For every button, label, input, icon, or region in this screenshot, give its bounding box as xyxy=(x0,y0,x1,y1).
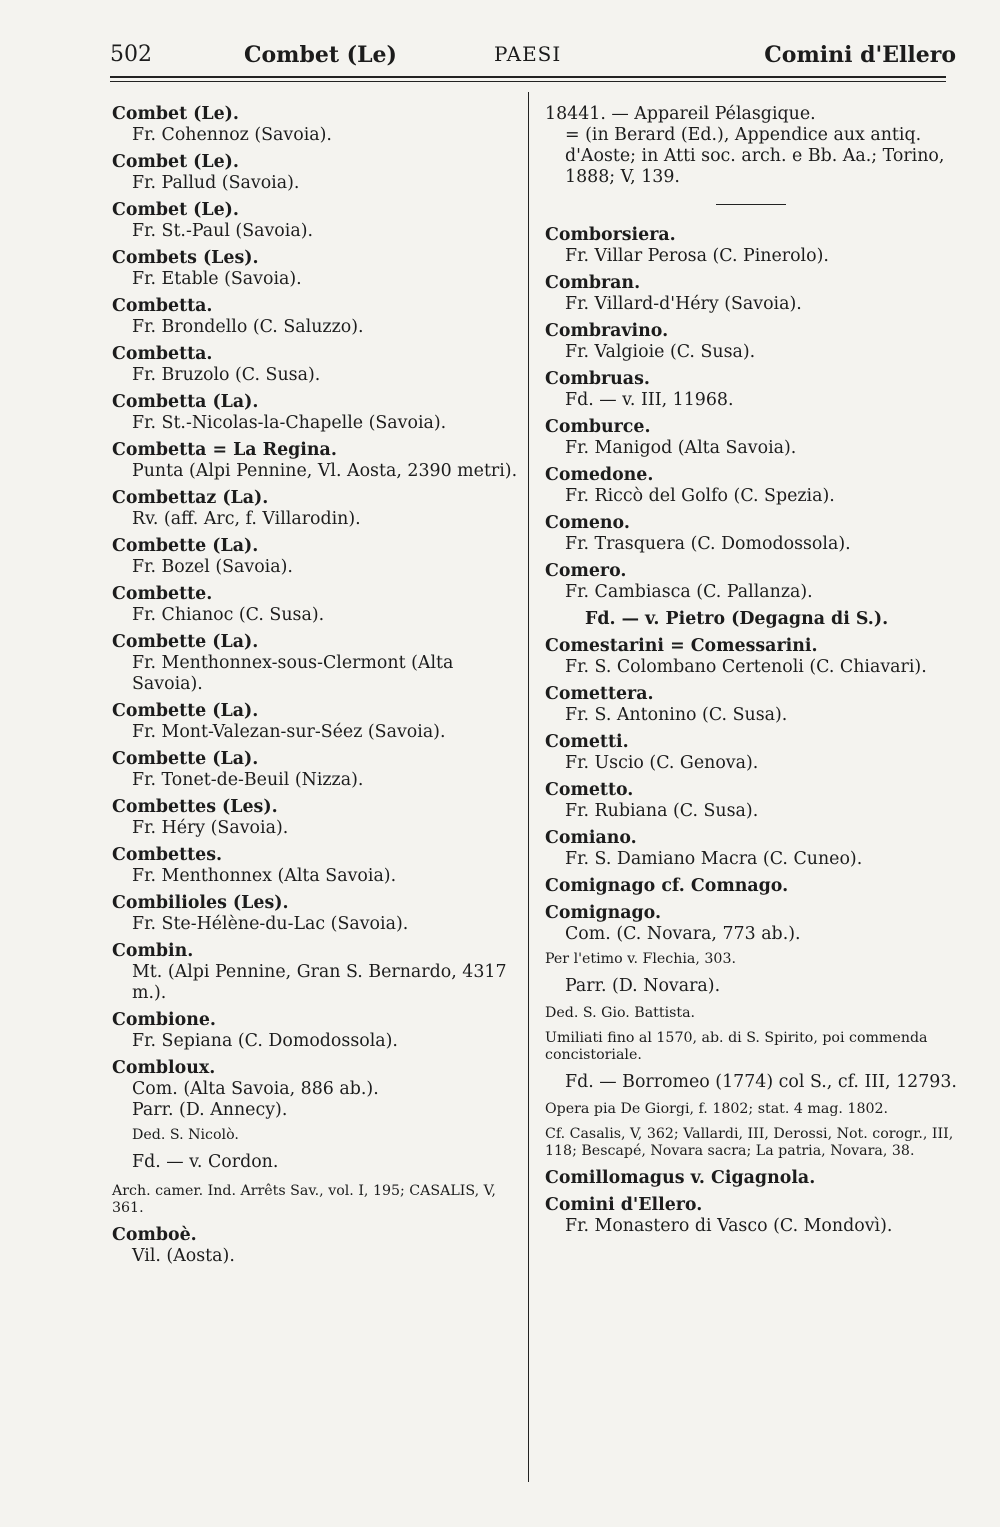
right-entry xyxy=(545,417,957,459)
entry-line: Fr. Mont-Valezan-sur-Séez (Savoia). xyxy=(132,722,446,742)
left-entry xyxy=(112,632,520,695)
entry-heading: Comburce. xyxy=(545,417,651,437)
entry-line: Fr. Chianoc (C. Susa). xyxy=(132,605,325,625)
entry-line: Com. (Alta Savoia, 886 ab.). xyxy=(132,1079,379,1099)
entry-heading: Combione. xyxy=(112,1010,216,1030)
header-right-title: Comini d'Ellero xyxy=(764,42,956,68)
right-entry xyxy=(545,828,957,870)
entry-heading: Combettes. xyxy=(112,845,223,865)
left-entry xyxy=(112,1010,520,1052)
left-column xyxy=(112,104,520,1273)
entry-line: Fr. S. Colombano Certenoli (C. Chiavari). xyxy=(565,657,927,677)
entry-heading: Comini d'Ellero. xyxy=(545,1195,703,1215)
entry-heading: Combetta = La Regina. xyxy=(112,440,337,460)
entry-line: Fr. Brondello (C. Saluzzo). xyxy=(132,317,364,337)
entry-heading: Combette. xyxy=(112,584,213,604)
entry-line: Fr. Villard-d'Héry (Savoia). xyxy=(565,294,802,314)
left-entry xyxy=(112,344,520,386)
entry-combloux xyxy=(112,1058,520,1217)
entry-line: Fr. St.-Nicolas-la-Chapelle (Savoia). xyxy=(132,413,447,433)
left-entry xyxy=(112,104,520,146)
entry-line: Fr. Menthonnex-sous-Clermont (Alta Savoia). xyxy=(132,653,454,694)
entry-heading: Combloux. xyxy=(112,1058,216,1078)
entry-note: Umiliati fino al 1570, ab. di S. Spirito, poi commenda concistoriale. xyxy=(545,1030,928,1063)
entry-line: Rv. (aff. Arc, f. Villarodin). xyxy=(132,509,361,529)
left-entry xyxy=(112,584,520,626)
entry-line: Fr. Trasquera (C. Domodossola). xyxy=(565,534,851,554)
entry-line: Fr. Rubiana (C. Susa). xyxy=(565,801,759,821)
right-entry xyxy=(545,225,957,267)
entry-heading: Combette (La). xyxy=(112,701,259,721)
entry-heading: Combran. xyxy=(545,273,641,293)
left-entry xyxy=(112,893,520,935)
entry-heading: Combet (Le). xyxy=(112,104,239,124)
entry-line: Fd. — v. III, 11968. xyxy=(565,390,734,410)
entry-heading: Combilioles (Les). xyxy=(112,893,289,913)
entry-line: Fr. Bruzolo (C. Susa). xyxy=(132,365,321,385)
left-entry xyxy=(112,701,520,743)
entry-line: Parr. (D. Annecy). xyxy=(132,1100,288,1120)
header-rule-thin xyxy=(110,81,946,82)
entry-line: Fr. Valgioie (C. Susa). xyxy=(565,342,756,362)
page-number: 502 xyxy=(110,42,152,67)
entry-reference xyxy=(545,104,957,188)
right-entry xyxy=(545,732,957,774)
left-entry xyxy=(112,152,520,194)
entry-comero xyxy=(545,561,957,630)
right-entry xyxy=(545,273,957,315)
entry-heading: Comestarini = Comessarini. xyxy=(545,636,818,656)
entry-heading: Combravino. xyxy=(545,321,669,341)
column-divider xyxy=(528,92,529,1482)
entry-line: Mt. (Alpi Pennine, Gran S. Bernardo, 4317 m.). xyxy=(132,962,507,1003)
entry-heading: Comedone. xyxy=(545,465,654,485)
left-entry xyxy=(112,248,520,290)
left-entry xyxy=(112,536,520,578)
entry-line: Fr. Cohennoz (Savoia). xyxy=(132,125,332,145)
entry-line: Punta (Alpi Pennine, Vl. Aosta, 2390 metri). xyxy=(132,461,518,481)
left-entry xyxy=(112,200,520,242)
left-entry xyxy=(112,749,520,791)
entry-heading: Combets (Les). xyxy=(112,248,259,268)
left-entry xyxy=(112,797,520,839)
entry-heading: Combette (La). xyxy=(112,632,259,652)
entry-line: Fr. Riccò del Golfo (C. Spezia). xyxy=(565,486,835,506)
right-column xyxy=(545,104,957,1243)
entry-line: Fr. Sepiana (C. Domodossola). xyxy=(132,1031,398,1051)
entry-note: Ded. S. Gio. Battista. xyxy=(545,1005,696,1021)
entry-comignago xyxy=(545,903,957,1160)
header-rule xyxy=(110,76,946,78)
header-center-title: PAESI xyxy=(494,42,562,66)
entry-note: Per l'etimo v. Flechia, 303. xyxy=(545,951,736,967)
entry-heading: Combette (La). xyxy=(112,749,259,769)
right-entry xyxy=(545,369,957,411)
entry-note: Ded. S. Nicolò. xyxy=(132,1127,239,1143)
entry-note: Arch. camer. Ind. Arrêts Sav., vol. I, 195; CASALIS, V, 361. xyxy=(112,1183,496,1216)
left-entry xyxy=(112,941,520,1004)
entry-line: Fr. Héry (Savoia). xyxy=(132,818,289,838)
entry-line: Fd. — Borromeo (1774) col S., cf. III, 12793. xyxy=(565,1072,957,1092)
right-entry xyxy=(545,321,957,363)
entry-line: Fr. Ste-Hélène-du-Lac (Savoia). xyxy=(132,914,409,934)
entry-heading: Combetta. xyxy=(112,296,213,316)
reference-citation: = (in Berard (Ed.), Appendice aux antiq. d'Aoste; in Atti soc. arch. e Bb. Aa.; Torino, 1888; V, 139. xyxy=(565,125,945,187)
entry-line: Vil. (Aosta). xyxy=(132,1246,235,1266)
entry-line: Fr. Etable (Savoia). xyxy=(132,269,302,289)
entry-heading: Combetta (La). xyxy=(112,392,259,412)
entry-line: Fr. St.-Paul (Savoia). xyxy=(132,221,314,241)
entry-line: Com. (C. Novara, 773 ab.). xyxy=(565,924,801,944)
reference-number: 18441. — Appareil Pélasgique. xyxy=(545,104,816,124)
entry-heading: Combet (Le). xyxy=(112,152,239,172)
entry-line: Fr. S. Damiano Macra (C. Cuneo). xyxy=(565,849,863,869)
entry-line: Fr. Pallud (Savoia). xyxy=(132,173,300,193)
entry-heading: Combin. xyxy=(112,941,194,961)
right-entry xyxy=(545,465,957,507)
left-entry xyxy=(112,488,520,530)
entry-comini xyxy=(545,1195,957,1237)
entry-heading: Comero. xyxy=(545,561,627,581)
right-entry xyxy=(545,684,957,726)
entry-heading: Combettes (Les). xyxy=(112,797,278,817)
entry-heading: Comiano. xyxy=(545,828,637,848)
entry-line: Fr. S. Antonino (C. Susa). xyxy=(565,705,788,725)
entry-heading: Cometti. xyxy=(545,732,629,752)
running-header xyxy=(110,36,956,76)
entry-line: Fr. Menthonnex (Alta Savoia). xyxy=(132,866,397,886)
right-entry xyxy=(545,513,957,555)
entry-heading: Comettera. xyxy=(545,684,654,704)
entry-line: Parr. (D. Novara). xyxy=(565,976,721,996)
entry-heading: Combettaz (La). xyxy=(112,488,269,508)
header-left-title: Combet (Le) xyxy=(244,42,397,68)
entry-line: Fr. Monastero di Vasco (C. Mondovì). xyxy=(565,1216,893,1236)
entry-heading: Comeno. xyxy=(545,513,630,533)
entry-line: Fr. Cambiasca (C. Pallanza). xyxy=(565,582,813,602)
entry-heading: Combette (La). xyxy=(112,536,259,556)
left-entry xyxy=(112,296,520,338)
entry-line: Fr. Uscio (C. Genova). xyxy=(565,753,759,773)
right-entry xyxy=(545,636,957,678)
left-entry xyxy=(112,845,520,887)
entry-line: Fd. — v. Pietro (Degagna di S.). xyxy=(585,609,889,629)
entry-heading: Combruas. xyxy=(545,369,650,389)
entry-note: Opera pia De Giorgi, f. 1802; stat. 4 mag. 1802. xyxy=(545,1101,889,1117)
section-separator xyxy=(716,204,786,205)
entry-heading: Comboè. xyxy=(112,1225,197,1245)
entry-comignago-cf: Comignago cf. Comnago. xyxy=(545,876,789,896)
entry-heading: Combetta. xyxy=(112,344,213,364)
entry-line: Fr. Manigod (Alta Savoia). xyxy=(565,438,797,458)
entry-note: Cf. Casalis, V, 362; Vallardi, III, Derossi, Not. corogr., III, 118; Bescapé, Novara sacra; La patria, Novara, 38. xyxy=(545,1126,954,1159)
entry-heading: Combet (Le). xyxy=(112,200,239,220)
entry-heading: Cometto. xyxy=(545,780,634,800)
left-entry xyxy=(112,392,520,434)
entry-line: Fr. Tonet-de-Beuil (Nizza). xyxy=(132,770,364,790)
entry-line: Fd. — v. Cordon. xyxy=(132,1152,279,1172)
entry-line: Fr. Bozel (Savoia). xyxy=(132,557,293,577)
left-entry xyxy=(112,440,520,482)
right-entry xyxy=(545,780,957,822)
entry-comboe xyxy=(112,1225,520,1267)
entry-heading: Comignago. xyxy=(545,903,662,923)
entry-line: Fr. Villar Perosa (C. Pinerolo). xyxy=(565,246,829,266)
entry-heading: Comborsiera. xyxy=(545,225,676,245)
entry-comillomagus: Comillomagus v. Cigagnola. xyxy=(545,1168,816,1188)
